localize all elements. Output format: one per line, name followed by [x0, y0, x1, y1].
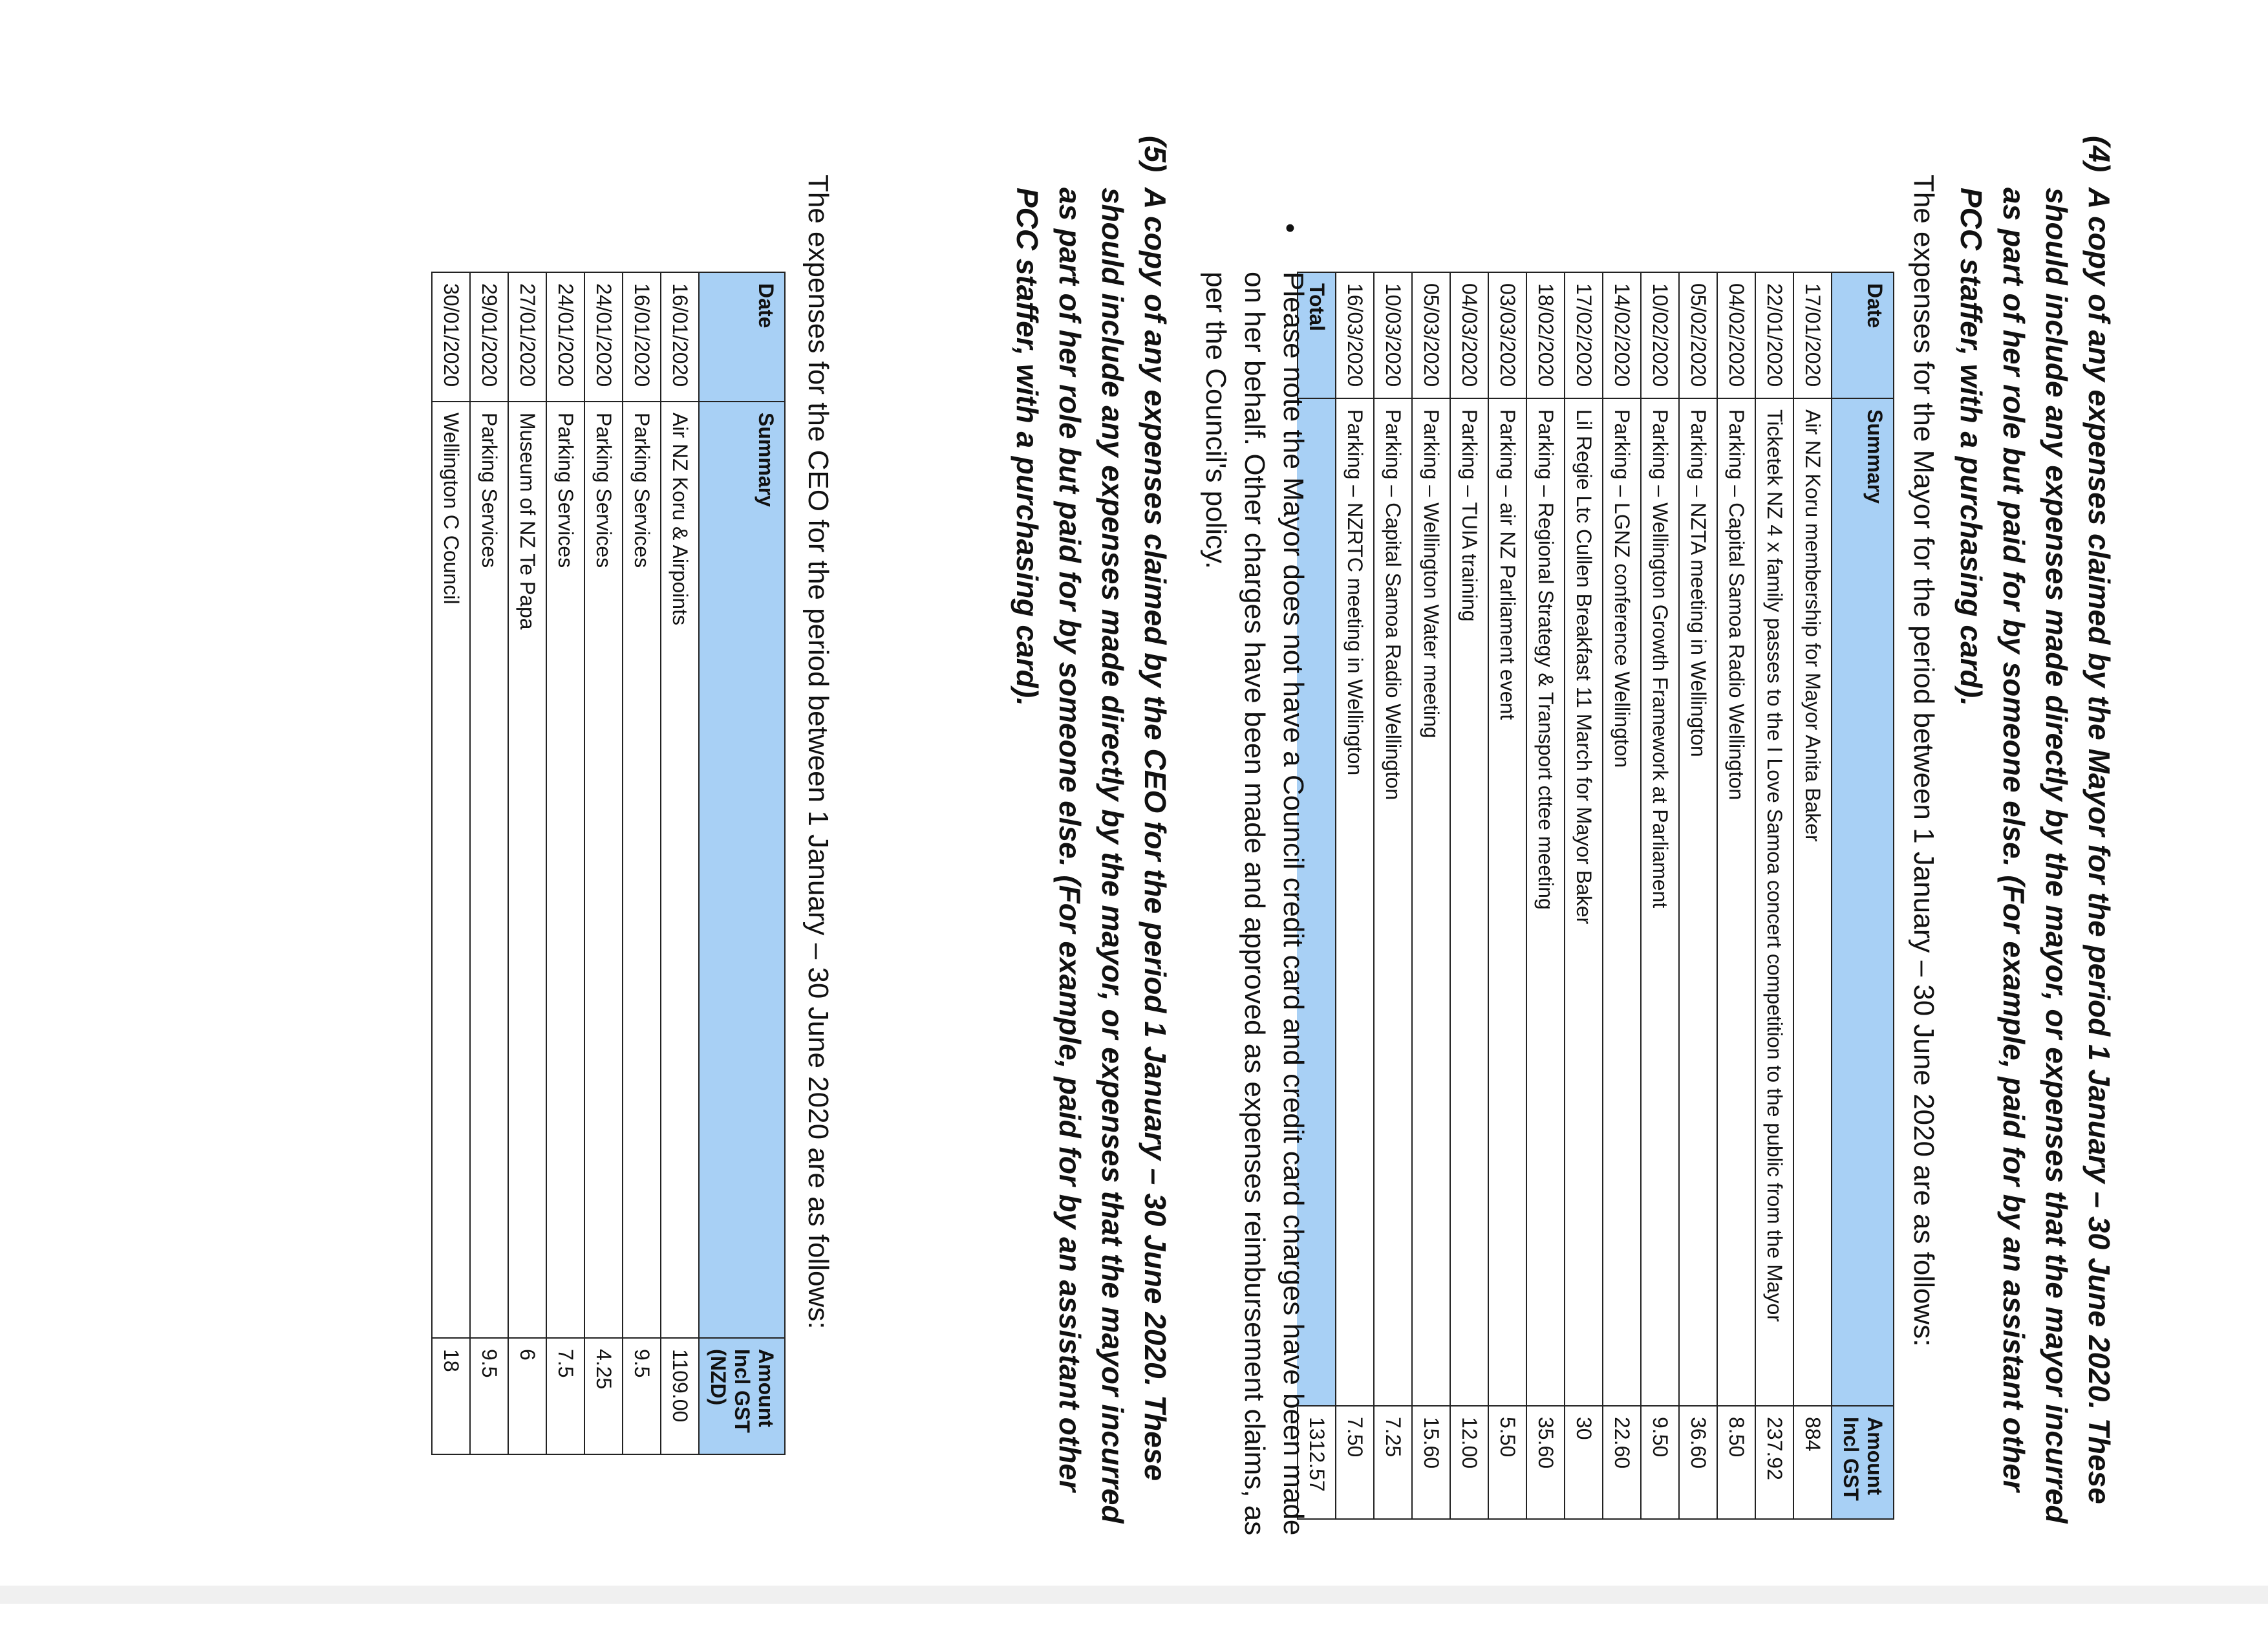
date-cell: 05/02/2020: [1679, 272, 1717, 398]
summary-cell: Parking – LGNZ conference Wellington: [1603, 398, 1641, 1406]
date-cell: 22/01/2020: [1755, 272, 1793, 398]
amount-cell: 5.50: [1488, 1406, 1526, 1519]
summary-cell: Parking – Regional Strategy & Transport cttee meeting: [1526, 398, 1565, 1406]
amount-cell: 18: [432, 1338, 470, 1454]
question-5-heading: [970, 136, 1177, 1584]
date-cell: 10/02/2020: [1641, 272, 1679, 398]
amount-cell: 8.50: [1717, 1406, 1755, 1519]
table-row: [1565, 272, 1603, 1519]
date-cell: 30/01/2020: [432, 272, 470, 402]
amount-cell: 30: [1565, 1406, 1603, 1519]
date-cell: 18/02/2020: [1526, 272, 1565, 398]
summary-header: Summary: [699, 402, 785, 1338]
date-cell: 24/01/2020: [584, 272, 623, 402]
date-cell: 16/03/2020: [1336, 272, 1374, 398]
summary-cell: Parking – Capital Samoa Radio Wellington: [1717, 398, 1755, 1406]
table-row: [1641, 272, 1679, 1519]
amount-header: Amount Incl GST: [1832, 1406, 1894, 1519]
summary-cell: Parking Services: [470, 402, 508, 1338]
question-4-heading: [1954, 136, 2121, 1584]
date-cell: 16/01/2020: [623, 272, 661, 402]
summary-cell: Parking – air NZ Parliament event: [1488, 398, 1526, 1406]
amount-cell: 9.50: [1641, 1406, 1679, 1519]
total-label: Total: [1298, 272, 1336, 398]
summary-cell: Air NZ Koru membership for Mayor Anita Baker: [1793, 398, 1832, 1406]
table-row: [1755, 272, 1793, 1519]
table-row: [1488, 272, 1526, 1519]
mayor-table-header: [1832, 272, 1894, 1519]
date-cell: 03/03/2020: [1488, 272, 1526, 398]
date-cell: 04/02/2020: [1717, 272, 1755, 398]
table-row: [1374, 272, 1412, 1519]
amount-cell: 36.60: [1679, 1406, 1717, 1519]
table-row: [1412, 272, 1450, 1519]
mayor-note: Please note the Mayor does not have a Council credit card and credit card charges have been made on her behalf. Other charges have been made and approved as expenses reimbursement claims, as per the Council's policy.: [1200, 272, 1309, 1536]
amount-header: Amount Incl GST (NZD): [699, 1338, 785, 1454]
table-row: [1793, 272, 1832, 1519]
table-row: [1717, 272, 1755, 1519]
table-row: [623, 272, 661, 1454]
amount-cell: 9.5: [470, 1338, 508, 1454]
date-cell: 24/01/2020: [546, 272, 584, 402]
amount-cell: 7.5: [546, 1338, 584, 1454]
amount-cell: 9.5: [623, 1338, 661, 1454]
summary-cell: Lil Regie Ltc Cullen Breakfast 11 March for Mayor Baker: [1565, 398, 1603, 1406]
table-row: [470, 272, 508, 1454]
summary-cell: Ticketek NZ 4 x family passes to the I Love Samoa concert competition to the public from the Mayor: [1755, 398, 1793, 1406]
date-header: Date: [1832, 272, 1894, 398]
summary-cell: Parking Services: [584, 402, 623, 1338]
table-row: [1336, 272, 1374, 1519]
date-cell: 17/01/2020: [1793, 272, 1832, 398]
summary-cell: Museum of NZ Te Papa: [508, 402, 546, 1338]
table-row: [432, 272, 470, 1454]
date-cell: 10/03/2020: [1374, 272, 1412, 398]
summary-cell: Parking Services: [623, 402, 661, 1338]
question-4-number: (4): [2082, 136, 2116, 173]
amount-cell: 35.60: [1526, 1406, 1565, 1519]
document-page: [0, 84, 2146, 1649]
table-row: [584, 272, 623, 1454]
table-row: [508, 272, 546, 1454]
amount-cell: 1109.00: [661, 1338, 699, 1454]
table-row: [1526, 272, 1565, 1519]
date-cell: 16/01/2020: [661, 272, 699, 402]
summary-cell: Wellington C Council: [432, 402, 470, 1338]
amount-cell: 7.25: [1374, 1406, 1412, 1519]
amount-cell: 22.60: [1603, 1406, 1641, 1519]
amount-cell: 237.92: [1755, 1406, 1793, 1519]
summary-cell: Air NZ Koru & Airpoints: [661, 402, 699, 1338]
table-row: [1603, 272, 1641, 1519]
summary-header: Summary: [1832, 398, 1894, 1406]
summary-cell: Parking – Wellington Water meeting: [1412, 398, 1450, 1406]
summary-cell: Parking Services: [546, 402, 584, 1338]
bullet-icon: •: [1274, 223, 1306, 233]
question-4-text: A copy of any expenses claimed by the Mayor for the period 1 January – 30 June 2020. These should include any expenses made directly by the mayor, or expenses that the mayor incurred as part of her role but paid for by someone else. (For example, paid for by an assistant other PCC staffer, with a purchasing card).: [1954, 188, 2116, 1524]
date-cell: 27/01/2020: [508, 272, 546, 402]
amount-cell: 884: [1793, 1406, 1832, 1519]
date-cell: 17/02/2020: [1565, 272, 1603, 398]
question-5-text: A copy of any expenses claimed by the CEO for the period 1 January – 30 June 2020. These should include any expenses made directly by the mayor, or expenses that the mayor incurred as part of her role but paid for by someone else. (For example, paid for by an assistant other PCC staffer, with a purchasing card).: [1011, 188, 1172, 1524]
amount-cell: 4.25: [584, 1338, 623, 1454]
table-row: [661, 272, 699, 1454]
date-cell: 29/01/2020: [470, 272, 508, 402]
amount-cell: 15.60: [1412, 1406, 1450, 1519]
summary-cell: Parking – NZTA meeting in Wellington: [1679, 398, 1717, 1406]
summary-cell: Parking – Capital Samoa Radio Wellington: [1374, 398, 1412, 1406]
total-value: 1312.57: [1298, 1406, 1336, 1519]
question-5-number: (5): [1139, 136, 1172, 173]
ceo-table-header: [699, 272, 785, 1454]
table-row: [546, 272, 584, 1454]
table-row: [1450, 272, 1488, 1519]
mayor-intro: The expenses for the Mayor for the period between 1 January – 30 June 2020 are as follows:: [1908, 175, 1940, 1347]
amount-cell: 7.50: [1336, 1406, 1374, 1519]
summary-cell: Parking – Wellington Growth Framework at Parliament: [1641, 398, 1679, 1406]
date-header: Date: [699, 272, 785, 402]
summary-cell: Parking – NZRTC meeting in Wellington: [1336, 398, 1374, 1406]
amount-cell: 12.00: [1450, 1406, 1488, 1519]
date-cell: 04/03/2020: [1450, 272, 1488, 398]
mayor-expenses-table: [1297, 272, 1894, 1520]
date-cell: 05/03/2020: [1412, 272, 1450, 398]
date-cell: 14/02/2020: [1603, 272, 1641, 398]
amount-cell: 6: [508, 1338, 546, 1454]
table-row: [1679, 272, 1717, 1519]
ceo-intro: The expenses for the CEO for the period between 1 January – 30 June 2020 are as follows:: [802, 175, 834, 1330]
ceo-expenses-table: [431, 272, 786, 1455]
summary-cell: Parking – TUIA training: [1450, 398, 1488, 1406]
